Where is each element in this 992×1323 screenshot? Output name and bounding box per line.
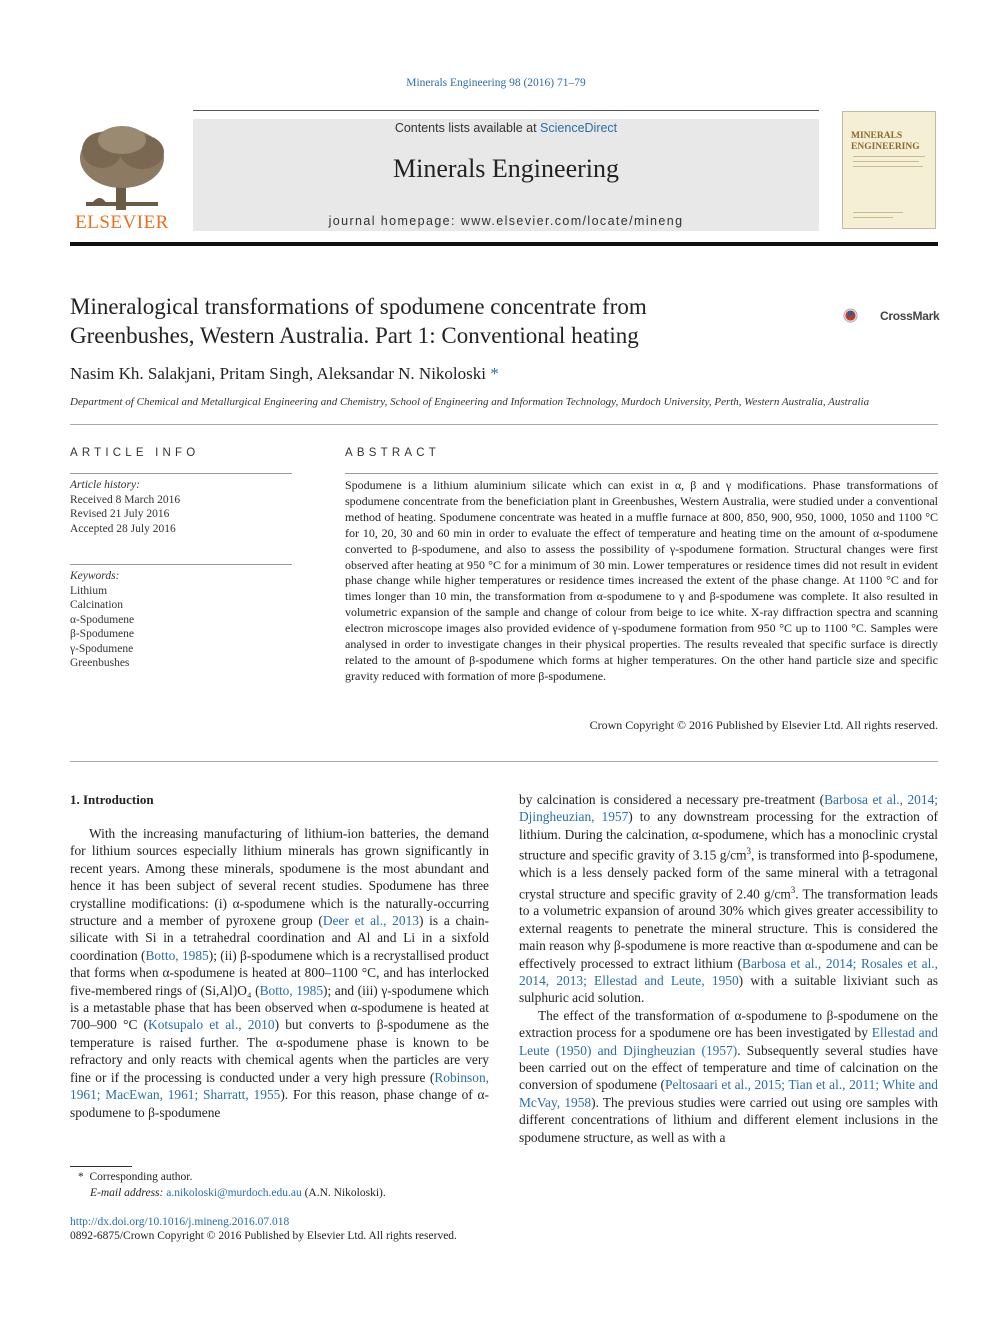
header-thick-rule bbox=[70, 242, 938, 246]
doi-link[interactable]: http://dx.doi.org/10.1016/j.mineng.2016.07.018 bbox=[70, 1216, 290, 1228]
citation-link[interactable]: Kotsupalo et al., 2010 bbox=[148, 1017, 275, 1033]
keyword: Lithium bbox=[70, 584, 108, 597]
sciencedirect-link[interactable]: ScienceDirect bbox=[540, 121, 618, 135]
header-rule bbox=[193, 110, 819, 111]
contents-prefix: Contents lists available at bbox=[394, 121, 541, 135]
citation-link[interactable]: Barbosa et al., 2014; Djingheuzian, 1957 bbox=[519, 792, 938, 825]
citation-link[interactable]: Ellestad and Leute (1950) and Djingheuzian (1957) bbox=[519, 1025, 938, 1058]
crossmark-label[interactable]: CrossMark bbox=[880, 309, 940, 323]
abstract-text: Spodumene is a lithium aluminium silicate which can exist in α, β and γ modifications. Phase transformations of spodumene concentrate from the beneficiation plant in Greenbushes, Western Australia, were studied under a conventional method of heating. Spodumene concentrate was heated in a muffle furnace at 800, 850, 900, 950, 1000, 1050 and 1100 °C for 10, 20, 30 and 60 min in order to evaluate the effect of temperature and heating time on the amount of α-spodumene converted to β-spodumene, and also to assess the possibility of γ-spodumene formation. Structural changes were first observed after heating at 950 °C for a minimum of 30 min. Lower temperatures or residence times did not result in evident phase change while higher temperatures or residence times increased the extent of the phase change. At 1100 °C and for times longer than 10 min, the transformation from α-spodumene to γ and β-spodumene was complete. It also resulted in volumetric expansion of the sample and change of colour from beige to ice white. X-ray diffraction spectra and scanning electron microscope images also provided evidence of γ-spodumene formation from 950 °C up to 1100 °C. Samples were analysed in order to investigate changes in their physical properties. The results revealed that specific surface is directly related to the amount of β-spodumene which forms at higher temperatures. On the other hand particle size and specific gravity reduced with formation of more β-spodumene. bbox=[345, 478, 938, 683]
citation-link[interactable]: Robinson, 1961; MacEwan, 1961; Sharratt, 1955 bbox=[70, 1069, 489, 1103]
abstract-copyright: Crown Copyright © 2016 Published by Elsevier Ltd. All rights reserved. bbox=[589, 718, 938, 732]
abstract-rule bbox=[345, 473, 938, 474]
keyword: Calcination bbox=[70, 599, 124, 611]
keyword: Greenbushes bbox=[70, 657, 130, 669]
intro-paragraph-1-cont: by calcination is considered a necessary pre-treatment (Barbosa et al., 2014; Djingheuzian, 1957) to any downstream processing for the extraction of lithium. During the calcination, α-spodumene, which has a monoclinic crystal structure and specific gravity of 3.15 $g/cm^3$, is transformed into β-spodumene, which is a less densely packed form of the same mineral with a tetragonal crystal structure and specific gravity of 2.40 $g/cm^3$. The transformation leads to a volumetric expansion of around 30% which gives greater accessibility to external reagents to penetrate the mineral structure. This is considered the main reason why β-spodumene is more reactive than α-spodumene and can be effectively processed to extract lithium (Barbosa et al., 2014; Rosales et al., 2014, 2013; Ellestad and Leute, 1950) with a suitable lixiviant such as sulphuric acid solution. bbox=[519, 792, 939, 1006]
journal-title: Minerals Engineering bbox=[393, 154, 619, 183]
section-heading-introduction: 1. Introduction bbox=[70, 792, 154, 807]
abstract-heading: ABSTRACT bbox=[345, 447, 440, 459]
cover-title: MINERALS ENGINEERING bbox=[851, 131, 920, 152]
citation-link[interactable]: Barbosa et al., 2014; Rosales et al., 2014, 2013; Ellestad and Leute, 1950 bbox=[519, 955, 938, 988]
title-line-1: Mineralogical transformations of spodumene concentrate from bbox=[70, 294, 647, 319]
keywords-list: Keywords: Lithium Calcination α-Spodumene β-Spodumene γ-Spodumene Greenbushes bbox=[70, 569, 292, 671]
keywords-rule bbox=[70, 564, 292, 565]
keyword: β-Spodumene bbox=[70, 628, 134, 640]
corresponding-footnote: * Corresponding author. bbox=[78, 1171, 193, 1183]
article-info-heading: ARTICLE INFO bbox=[70, 447, 200, 459]
intro-paragraph-2: The effect of the transformation of α-spodumene to β-spodumene on the extraction process for a spodumene ore has been investigated by Ellestad and Leute (1950) and Djingheuzian (1957). Subsequently several studies have been carried out on the effect of temperature and time of calcination on the conversion of spodumene (Peltosaari et al., 2015; Tian et al., 2011; White and McVay, 1958). The previous studies were carried out using ore samples with different concentrations of lithium and different element inclusions in the spodumene structure, as well as with a bbox=[519, 1007, 939, 1145]
citation-link[interactable]: Botto, 1985 bbox=[259, 982, 324, 998]
journal-homepage[interactable]: journal homepage: www.elsevier.com/locate/mineng bbox=[328, 214, 684, 228]
crossmark-icon[interactable] bbox=[843, 296, 883, 336]
author-list: Nasim Kh. Salakjani, Pritam Singh, Aleksandar N. Nikoloski * bbox=[70, 364, 499, 383]
corresponding-author-mark[interactable]: * bbox=[490, 364, 499, 383]
right-column bbox=[519, 791, 938, 1146]
email-footnote: E-mail address: a.nikoloski@murdoch.edu.au (A.N. Nikoloski). bbox=[90, 1187, 386, 1199]
abstract-separator bbox=[70, 761, 938, 762]
citation-link[interactable]: Peltosaari et al., 2015; Tian et al., 2011; White and McVay, 1958 bbox=[519, 1077, 939, 1110]
article-history: Article history: Received 8 March 2016 Revised 21 July 2016 Accepted 28 July 2016 bbox=[70, 479, 181, 535]
elsevier-wordmark: ELSEVIER bbox=[75, 212, 169, 233]
footnote-rule bbox=[70, 1166, 132, 1167]
title-line-2: Greenbushes, Western Australia. Part 1: Conventional heating bbox=[70, 323, 639, 348]
keyword: γ-Spodumene bbox=[70, 642, 134, 655]
keyword: α-Spodumene bbox=[70, 613, 135, 626]
email-link[interactable]: a.nikoloski@murdoch.edu.au bbox=[166, 1187, 302, 1199]
journal-citation[interactable]: Minerals Engineering 98 (2016) 71–79 bbox=[406, 77, 586, 89]
citation-link[interactable]: Deer et al., 2013 bbox=[322, 913, 419, 929]
journal-cover-image bbox=[842, 111, 936, 229]
article-title bbox=[70, 292, 800, 350]
left-column bbox=[70, 825, 489, 1121]
affiliation: Department of Chemical and Metallurgical Engineering and Chemistry, School of Engineering and Information Technology, Murdoch University, Perth, Western Australia, Australia bbox=[70, 396, 870, 408]
issn-copyright: 0892-6875/Crown Copyright © 2016 Published by Elsevier Ltd. All rights reserved. bbox=[70, 1230, 457, 1242]
contents-line bbox=[193, 121, 819, 135]
intro-paragraph-1: With the increasing manufacturing of lithium-ion batteries, the demand for lithium sources especially lithium minerals has grown significantly in recent years. Among these minerals, spodumene is the most abundant and hence it has been subject of several recent studies. Spodumene has three crystalline modifications: (i) α-spodumene which is the naturally-occurring structure and a member of pyroxene group (Deer et al., 2013) is a chain-silicate with Si in a tetrahedral coordination and Al and Li in a sixfold coordination (Botto, 1985); (ii) β-spodumene which is a recrystallised product that forms when α-spodumene is heated at 800–1100 °C, and has interlocked five-membered rings of (Si,Al)O₄ (Botto, 1985); and (iii) γ-spodumene which is a metastable phase that has been observed when α-spodumene is heated at 700–900 °C (Kotsupalo et al., 2010) but converts to β-spodumene as the temperature is raised further. The α-spodumene phase is known to be refractory and only reacts with chemical agents when the particles are very fine or if the processing is conducted under a very high pressure (Robinson, 1961; MacEwan, 1961; Sharratt, 1955). For this reason, phase change of α-spodumene to β-spodumene bbox=[70, 826, 489, 1120]
citation-link[interactable]: Botto, 1985 bbox=[145, 947, 209, 963]
affiliation-rule bbox=[70, 424, 938, 425]
article-info-rule bbox=[70, 473, 292, 474]
